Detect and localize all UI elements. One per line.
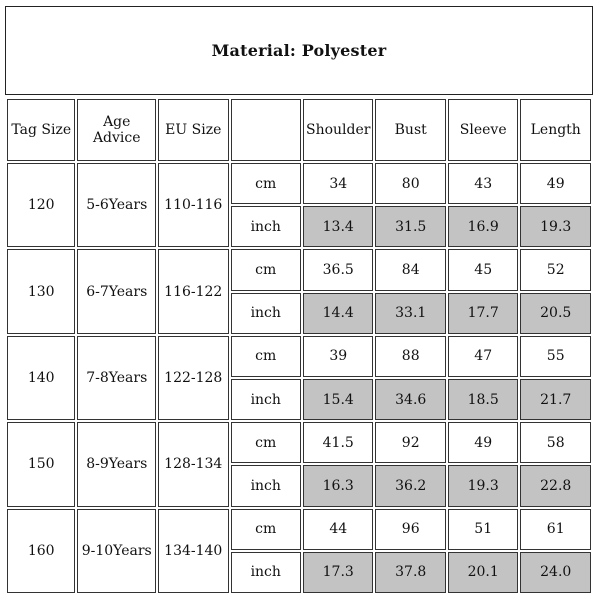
eu-size-cell: 134-140	[158, 509, 228, 594]
age-advice-cell: 9-10Years	[77, 509, 156, 594]
length-inch-cell: 19.3	[520, 206, 591, 247]
length-inch-cell: 21.7	[520, 379, 591, 420]
header-bust: Bust	[375, 99, 445, 161]
unit-inch-label: inch	[231, 465, 301, 506]
bust-cm-cell: 92	[375, 422, 445, 463]
bust-inch-cell: 33.1	[375, 293, 445, 334]
table-row	[7, 509, 591, 550]
header-tag-size: Tag Size	[7, 99, 75, 161]
material-title: Material: Polyester	[5, 6, 593, 95]
header-row	[7, 99, 591, 161]
sleeve-inch-cell: 17.7	[448, 293, 518, 334]
age-advice-cell: 7-8Years	[77, 336, 156, 420]
sleeve-inch-cell: 16.9	[448, 206, 518, 247]
unit-cm-label: cm	[231, 163, 301, 204]
shoulder-cm-cell: 44	[303, 509, 373, 550]
tag-size-cell: 160	[7, 509, 75, 594]
sleeve-inch-cell: 19.3	[448, 465, 518, 506]
shoulder-cm-cell: 39	[303, 336, 373, 377]
size-chart	[5, 6, 593, 595]
size-table	[5, 97, 593, 595]
eu-size-cell: 110-116	[158, 163, 228, 247]
bust-inch-cell: 34.6	[375, 379, 445, 420]
header-eu-size: EU Size	[158, 99, 228, 161]
unit-inch-label: inch	[231, 293, 301, 334]
unit-inch-label: inch	[231, 552, 301, 593]
unit-cm-label: cm	[231, 249, 301, 290]
unit-cm-label: cm	[231, 509, 301, 550]
shoulder-inch-cell: 13.4	[303, 206, 373, 247]
shoulder-inch-cell: 16.3	[303, 465, 373, 506]
table-row	[7, 249, 591, 290]
shoulder-inch-cell: 15.4	[303, 379, 373, 420]
unit-inch-label: inch	[231, 379, 301, 420]
shoulder-inch-cell: 17.3	[303, 552, 373, 593]
length-inch-cell: 20.5	[520, 293, 591, 334]
header-sleeve: Sleeve	[448, 99, 518, 161]
sleeve-inch-cell: 18.5	[448, 379, 518, 420]
sleeve-cm-cell: 51	[448, 509, 518, 550]
age-advice-cell: 8-9Years	[77, 422, 156, 506]
sleeve-cm-cell: 45	[448, 249, 518, 290]
table-row	[7, 336, 591, 377]
sleeve-cm-cell: 43	[448, 163, 518, 204]
bust-inch-cell: 37.8	[375, 552, 445, 593]
length-cm-cell: 52	[520, 249, 591, 290]
age-advice-cell: 5-6Years	[77, 163, 156, 247]
length-inch-cell: 24.0	[520, 552, 591, 593]
tag-size-cell: 150	[7, 422, 75, 506]
length-cm-cell: 49	[520, 163, 591, 204]
header-length: Length	[520, 99, 591, 161]
unit-cm-label: cm	[231, 336, 301, 377]
unit-inch-label: inch	[231, 206, 301, 247]
shoulder-cm-cell: 34	[303, 163, 373, 204]
bust-cm-cell: 80	[375, 163, 445, 204]
header-unit	[231, 99, 301, 161]
table-row	[7, 422, 591, 463]
age-advice-cell: 6-7Years	[77, 249, 156, 333]
tag-size-cell: 140	[7, 336, 75, 420]
bust-cm-cell: 84	[375, 249, 445, 290]
length-cm-cell: 58	[520, 422, 591, 463]
sleeve-cm-cell: 49	[448, 422, 518, 463]
bust-cm-cell: 88	[375, 336, 445, 377]
tag-size-cell: 120	[7, 163, 75, 247]
eu-size-cell: 116-122	[158, 249, 228, 333]
shoulder-inch-cell: 14.4	[303, 293, 373, 334]
table-row	[7, 163, 591, 204]
bust-cm-cell: 96	[375, 509, 445, 550]
length-cm-cell: 55	[520, 336, 591, 377]
bust-inch-cell: 31.5	[375, 206, 445, 247]
sleeve-cm-cell: 47	[448, 336, 518, 377]
eu-size-cell: 128-134	[158, 422, 228, 506]
sleeve-inch-cell: 20.1	[448, 552, 518, 593]
shoulder-cm-cell: 41.5	[303, 422, 373, 463]
unit-cm-label: cm	[231, 422, 301, 463]
header-age-advice: Age Advice	[77, 99, 156, 161]
length-cm-cell: 61	[520, 509, 591, 550]
eu-size-cell: 122-128	[158, 336, 228, 420]
bust-inch-cell: 36.2	[375, 465, 445, 506]
length-inch-cell: 22.8	[520, 465, 591, 506]
header-shoulder: Shoulder	[303, 99, 373, 161]
tag-size-cell: 130	[7, 249, 75, 333]
shoulder-cm-cell: 36.5	[303, 249, 373, 290]
